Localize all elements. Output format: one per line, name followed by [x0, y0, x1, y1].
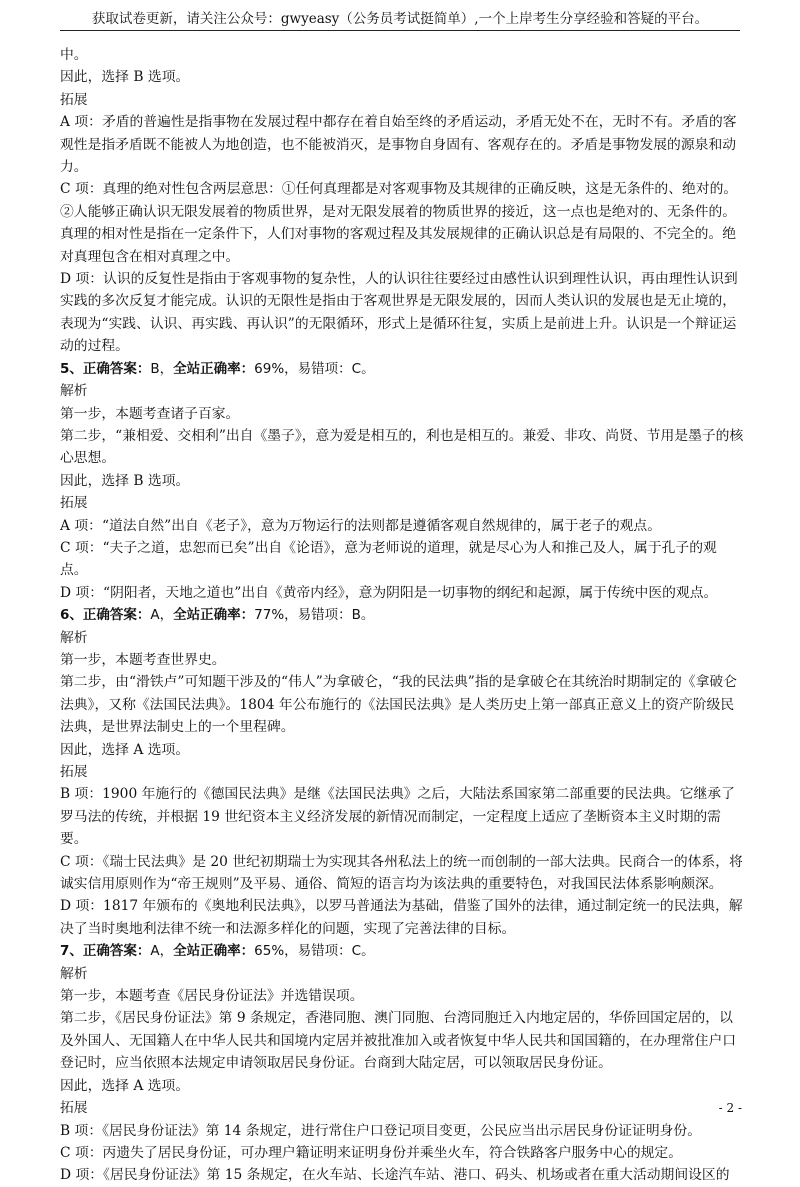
- text-line: D 项：《居民身份证法》第 15 条规定，在火车站、长途汽车站、港口、码头、机场或者在重大活动期间设区的: [60, 1167, 730, 1184]
- document-body: [60, 44, 744, 1187]
- text-line: C 项：真理的绝对性包含两层意思：①任何真理都是对客观事物及其规律的正确反映，这是无条件的、绝对的。②人能够正确认识无限发展着的物质世界，是对无限发展着的物质世界的接近，这一点也是绝对的、无条件的。真理的相对性是指在一定条件下，人们对事物的客观过程及其发展规律的正确认识总是有局限的、不完全的。绝对真理包含在相对真理之中。: [60, 181, 738, 265]
- text-line: 第二步，由“滑铁卢”可知题干涉及的“伟人”为拿破仑，“我的民法典”指的是拿破仑在其统治时期制定的《拿破仑法典》，又称《法国民法典》。1804 年公布施行的《法国民法典》是人类历史上第一部真正意义上的资产阶级民法典，是世界法制史上的一个里程碑。: [60, 674, 737, 736]
- text-line: 拓展: [60, 495, 88, 512]
- answer-label: 正确答案：: [82, 943, 151, 960]
- text-line: 因此，选择 A 选项。: [60, 741, 190, 758]
- answer-value: A，: [150, 607, 174, 624]
- text-line: 第二步，“兼相爱、交相利”出自《墨子》，意为爱是相互的，利也是相互的。兼爱、非攻、尚贤、节用是墨子的核心思想。: [60, 427, 744, 467]
- text-line: 因此，选择 B 选项。: [60, 69, 190, 86]
- rate-label: 全站正确率：: [173, 607, 255, 624]
- rate-label: 全站正确率：: [173, 360, 255, 377]
- text-line: 因此，选择 A 选项。: [60, 1077, 190, 1094]
- page-number: - 2 -: [718, 1101, 742, 1115]
- page-header: 获取试卷更新，请关注公众号：gwyeasy（公务员考试挺简单）,一个上岸考生分享经验和答疑的平台。: [60, 8, 740, 31]
- rate-value: 69%，易错项：C。: [254, 360, 375, 377]
- text-line: B 项：1900 年施行的《德国民法典》是继《法国民法典》之后，大陆法系国家第二部重要的民法典。它继承了罗马法的传统，并根据 19 世纪资本主义经济发展的新情况而制定，一定程度上适应了垄断资本主义时期的需要。: [60, 786, 735, 848]
- text-line: A 项：“道法自然”出自《老子》，意为万物运行的法则都是遵循客观自然规律的，属于老子的观点。: [60, 517, 662, 534]
- text-line: 第一步，本题考查世界史。: [60, 651, 226, 668]
- text-line: 拓展: [60, 91, 88, 108]
- rate-value: 77%，易错项：B。: [254, 607, 375, 624]
- question-number: 5、: [60, 360, 83, 377]
- text-line: 第二步，《居民身份证法》第 9 条规定，香港同胞、澳门同胞、台湾同胞迁入内地定居的，华侨回国定居的，以及外国人、无国籍人在中华人民共和国境内定居并被批准加入或者恢复中华人民共和国国籍的，在办理常住户口登记时，应当依照本法规定申请领取居民身份证。台商到大陆定居，可以领取居民身份证。: [60, 1010, 737, 1072]
- text-line: D 项：认识的反复性是指由于客观事物的复杂性，人的认识往往要经过由感性认识到理性认识，再由理性认识到实践的多次反复才能完成。认识的无限性是指由于客观世界是无限发展的，因而人类认识的发展也是无止境的，表现为“实践、认识、再实践、再认识”的无限循环，形式上是循环往复，实质上是前进上升。认识是一个辩证运动的过程。: [60, 271, 738, 355]
- text-line: B 项：《居民身份证法》第 14 条规定，进行常住户口登记项目变更，公民应当出示居民身份证证明身份。: [60, 1122, 702, 1139]
- text-line: D 项：“阴阳者，天地之道也”出自《黄帝内经》，意为阴阳是一切事物的纲纪和起源，属于传统中医的观点。: [60, 584, 718, 601]
- text-line: 拓展: [60, 764, 88, 780]
- text-line: 解析: [60, 383, 88, 400]
- text-line: 拓展: [60, 1100, 88, 1117]
- rate-value: 65%，易错项：C。: [254, 943, 375, 960]
- text-line: 因此，选择 B 选项。: [60, 472, 190, 489]
- text-line: 第一步，本题考查《居民身份证法》并选错误项。: [60, 988, 364, 1005]
- text-line: C 项：《瑞士民法典》是 20 世纪初期瑞士为实现其各州私法上的统一而创制的一部大法典。民商合一的体系，将诚实信用原则作为“帝王规则”及平易、通俗、简短的语言均为该法典的重要特色，对我国民法体系影响颇深。: [60, 853, 743, 893]
- text-line: A 项：矛盾的普遍性是指事物在发展过程中都存在着自始至终的矛盾运动，矛盾无处不在，无时不有。矛盾的客观性是指矛盾既不能被人为地创造，也不能被消灭，是事物自身固有、客观存在的。矛盾是事物发展的源泉和动力。: [60, 114, 737, 176]
- question-5-answer-line: [60, 358, 744, 380]
- question-number: 7、: [60, 943, 83, 960]
- text-line: C 项：“夫子之道，忠恕而已矣”出自《论语》，意为老师说的道理，就是尽心为人和推己及人，属于孔子的观点。: [60, 539, 717, 579]
- text-line: 解析: [60, 629, 88, 646]
- answer-label: 正确答案：: [82, 360, 151, 377]
- answer-label: 正确答案：: [82, 607, 151, 624]
- text-line: 第一步，本题考查诸子百家。: [60, 405, 240, 422]
- text-line: 解析: [60, 965, 88, 982]
- answer-value: B，: [150, 360, 174, 377]
- answer-value: A，: [150, 943, 174, 960]
- text-line: 中。: [60, 47, 88, 63]
- rate-label: 全站正确率：: [173, 943, 255, 960]
- question-number: 6、: [60, 607, 83, 624]
- text-line: D 项：1817 年颁布的《奥地利民法典》，以罗马普通法为基础，借鉴了国外的法律，通过制定统一的民法典，解决了当时奥地利法律不统一和法源多样化的问题，实现了完善法律的目标。: [60, 898, 743, 937]
- text-line: C 项：丙遗失了居民身份证，可办理户籍证明来证明身份并乘坐火车，符合铁路客户服务中心的规定。: [60, 1144, 683, 1161]
- question-7-answer-line: [60, 940, 744, 962]
- question-6-answer-line: [60, 604, 744, 626]
